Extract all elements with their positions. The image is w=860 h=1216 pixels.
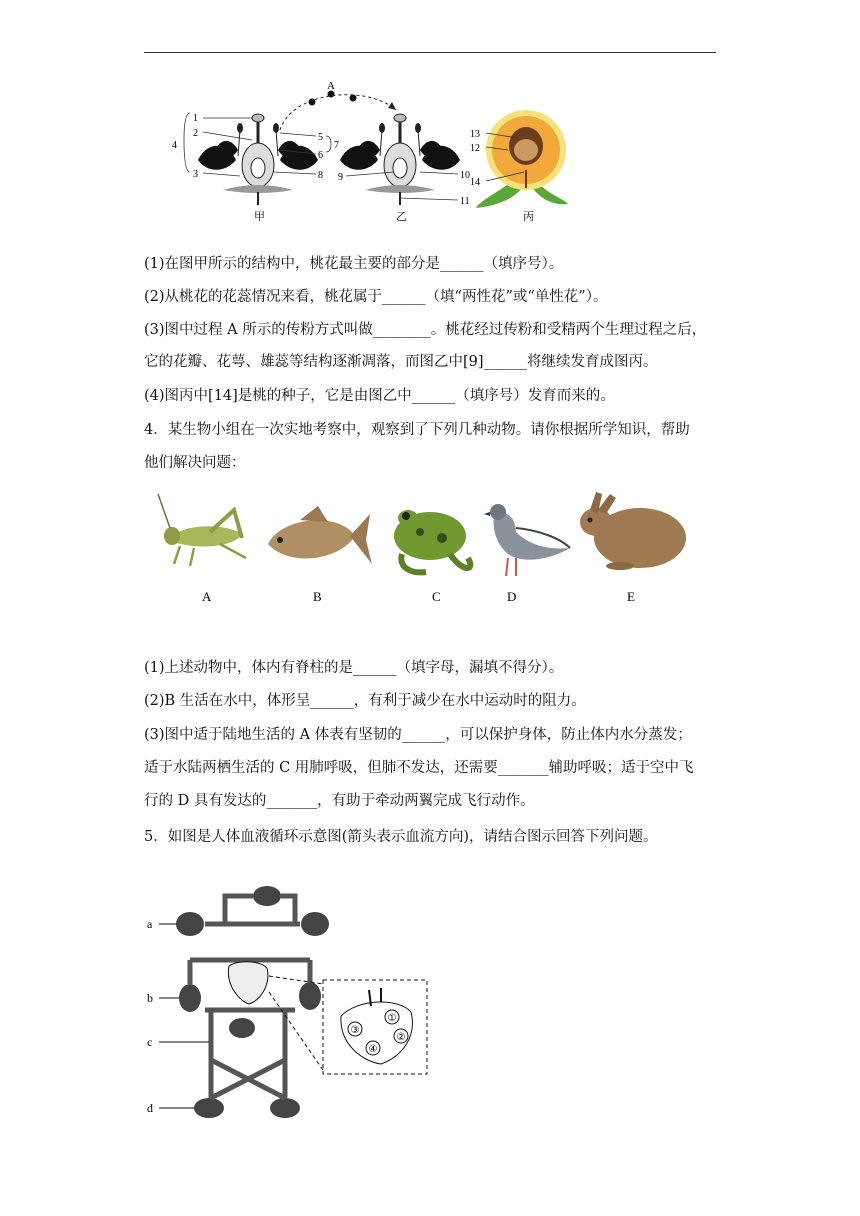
- q4-stem-line1: 4．某生物小组在一次实地考察中，观察到了下列几种动物。请你根据所学知识，帮助: [144, 422, 690, 438]
- label-13: 13: [470, 129, 480, 140]
- animal-letters: [202, 589, 635, 604]
- label-12: 12: [470, 143, 480, 154]
- label-d: d: [147, 1101, 153, 1115]
- q4-part3-line3: 行的 D 具有发达的_______，有助于牵动两翼完成飞行动作。: [144, 793, 535, 809]
- caption-yi: 乙: [396, 211, 407, 223]
- q3-part2: (2)从桃花的花蕊情况来看，桃花属于______（填“两性花”或“单性花”）。: [144, 289, 608, 305]
- q4-part3-line2: 适于水陆两栖生活的 C 用肺呼吸，但肺不发达，还需要_______辅助呼吸；适于空中飞: [144, 760, 694, 776]
- process-label-a: A: [327, 80, 335, 92]
- animal-letter-a: A: [202, 589, 212, 604]
- heart-outline-icon: [228, 962, 268, 1004]
- q4-part3-line1: (3)图中适于陆地生活的 A 体表有坚韧的______，可以保护身体，防止体内水分蒸发；: [144, 727, 692, 743]
- heart-inset: [269, 976, 427, 1074]
- blood-circulation-diagram: [145, 880, 435, 1130]
- label-3: 3: [193, 169, 198, 180]
- fish-icon: [268, 506, 372, 564]
- pigeon-icon: [484, 504, 570, 576]
- pollination-arrow: [280, 80, 396, 130]
- animal-letter-e: E: [627, 589, 635, 604]
- flower-yi-icon: [340, 114, 460, 205]
- label-11: 11: [460, 196, 470, 207]
- grasshopper-icon: [158, 494, 246, 566]
- label-b: b: [147, 991, 153, 1005]
- header-rule: [144, 52, 716, 53]
- peach-fruit-icon: [476, 110, 568, 208]
- label-c: c: [147, 1035, 153, 1049]
- side-labels: [147, 917, 153, 1115]
- q3-part1: (1)在图甲所示的结构中，桃花最主要的部分是______（填序号）。: [144, 256, 564, 272]
- flower-captions: [254, 210, 534, 223]
- label-14: 14: [470, 177, 480, 188]
- label-6: 6: [318, 150, 323, 161]
- label-4: 4: [172, 140, 177, 151]
- q3-part3-line2: 它的花瓣、花萼、雄蕊等结构逐渐凋落，而图乙中[9]______将继续发育成图丙。: [144, 354, 658, 370]
- q4-part1: (1)上述动物中，体内有脊柱的是______（填字母，漏填不得分）。: [144, 660, 564, 676]
- heart-label-2: ②: [396, 1032, 406, 1043]
- q3-part3-line1: (3)图中过程 A 所示的传粉方式叫做________。桃花经过传粉和受精两个生理过程之后，: [144, 322, 707, 338]
- flower-pollination-figure: [168, 80, 588, 225]
- label-a: a: [147, 917, 153, 931]
- label-7: 7: [334, 140, 339, 151]
- q5-stem: 5．如图是人体血液循环示意图(箭头表示血流方向)，请结合图示回答下列问题。: [144, 829, 658, 845]
- q3-part4: (4)图丙中[14]是桃的种子，它是由图乙中______（填序号）发育而来的。: [144, 388, 615, 404]
- label-10: 10: [460, 170, 470, 181]
- label-1: 1: [193, 113, 198, 124]
- label-9: 9: [338, 172, 343, 183]
- caption-jia: 甲: [254, 211, 265, 223]
- side-leader-lines: [159, 924, 209, 1108]
- label-2: 2: [193, 128, 198, 139]
- q4-stem-line2: 他们解决问题：: [144, 455, 246, 471]
- peach-numbers: [470, 129, 480, 188]
- caption-bing: 丙: [523, 211, 534, 223]
- frog-icon: [394, 510, 470, 572]
- animal-letter-d: D: [507, 589, 517, 604]
- label-8: 8: [318, 170, 323, 181]
- heart-label-1: ①: [387, 1013, 397, 1024]
- animal-letter-b: B: [313, 589, 322, 604]
- rabbit-icon: [580, 492, 686, 570]
- animal-letter-c: C: [432, 589, 441, 604]
- heart-label-3: ③: [350, 1025, 360, 1036]
- q4-part2: (2)B 生活在水中，体形呈______，有利于减少在水中运动时的阻力。: [144, 693, 586, 709]
- animals-figure: [150, 488, 700, 608]
- flower-jia-icon: [198, 114, 318, 205]
- heart-label-4: ④: [368, 1044, 378, 1055]
- label-5: 5: [318, 132, 323, 143]
